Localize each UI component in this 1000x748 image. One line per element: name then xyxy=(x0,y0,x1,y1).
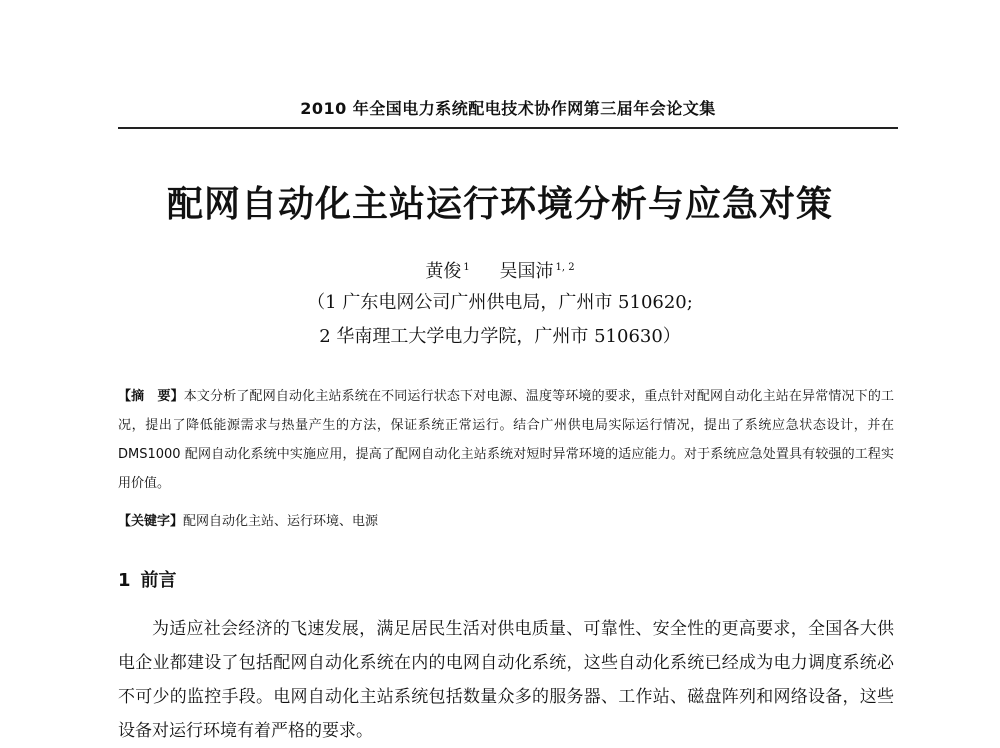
author-1-affiliation-mark: 1 xyxy=(463,262,470,273)
keywords-text: 配网自动化主站、运行环境、电源 xyxy=(183,514,379,529)
header-divider xyxy=(118,127,898,129)
keywords xyxy=(118,510,894,529)
section-title: 前言 xyxy=(140,570,177,591)
paper-title: 配网自动化主站运行环境分析与应急对策 xyxy=(166,184,833,225)
section-heading-introduction xyxy=(118,566,177,592)
section-number: 1 xyxy=(118,570,131,591)
affiliation-line-1: （1 广东电网公司广州供电局，广州市 510620; xyxy=(307,292,693,313)
author-2 xyxy=(500,261,575,282)
abstract xyxy=(118,382,894,498)
author-list xyxy=(0,257,1000,283)
author-1-name: 黄俊 xyxy=(425,261,462,282)
affiliation-line-2: 2 华南理工大学电力学院，广州市 510630） xyxy=(319,326,681,347)
abstract-label: 【摘 要】 xyxy=(118,389,184,404)
abstract-text: 本文分析了配网自动化主站系统在不同运行状态下对电源、温度等环境的要求，重点针对配网自动化主站在异常情况下的工况，提出了降低能源需求与热量产生的方法，保证系统正常运行。结合广州供电局实际运行情况，提出了系统应急状态设计，并在 DMS1000 配网自动化系统中实施应用，提高了配网自动化主站系统对短时异常环境的适应能力。对于系统应急处置具有较强的工程实用价值。 xyxy=(118,389,894,491)
introduction-paragraph: 为适应社会经济的飞速发展，满足居民生活对供电质量、可靠性、安全性的更高要求，全国各大供电企业都建设了包括配网自动化系统在内的电网自动化系统，这些自动化系统已经成为电力调度系统必不可少的监控手段。电网自动化主站系统包括数量众多的服务器、工作站、磁盘阵列和网络设备，这些设备对运行环境有着严格的要求。 xyxy=(118,619,894,741)
author-2-name: 吴国沛 xyxy=(499,261,554,282)
author-2-affiliation-mark: 1, 2 xyxy=(555,262,575,273)
running-header: 2010 年全国电力系统配电技术协作网第三届年会论文集 xyxy=(300,99,716,118)
keywords-label: 【关键字】 xyxy=(118,514,184,529)
author-1 xyxy=(425,261,469,282)
